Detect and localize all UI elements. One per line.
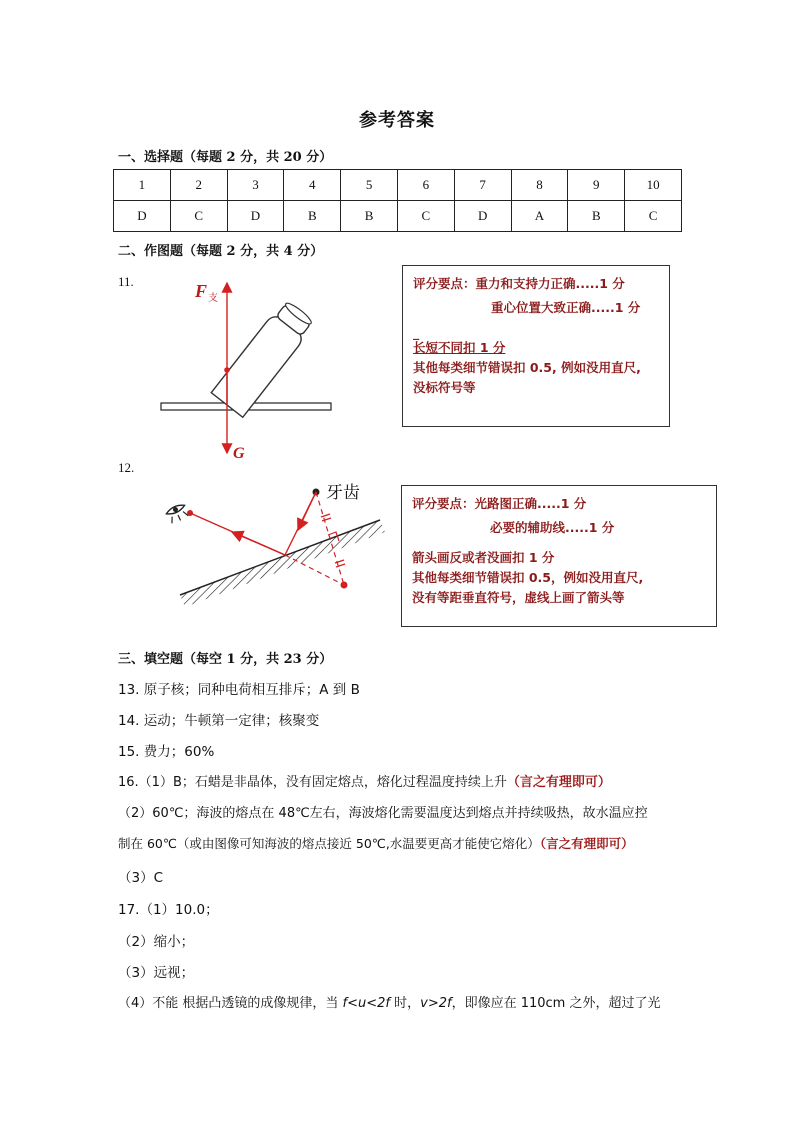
table-cell: B	[341, 201, 398, 232]
table-cell: 4	[284, 170, 341, 201]
table-cell: B	[568, 201, 625, 232]
scoring-line: 评分要点：光路图正确.....1 分	[412, 496, 587, 511]
image-point	[341, 582, 348, 589]
q12-diagram	[160, 475, 390, 615]
scoring-line: 其他每类细节错误扣 0.5，例如没用直尺,	[412, 570, 644, 585]
scoring-line: 箭头画反或者没画扣 1 分	[412, 550, 555, 565]
answer-16-3: （3）C	[118, 870, 164, 886]
answer-16-1	[118, 771, 611, 790]
answer-text: 制在 60℃（或由图像可知海波的熔点接近 50℃,水温要更高才能使它熔化）	[118, 836, 540, 851]
label-F-sub: 支	[208, 293, 218, 304]
formula: v>2f	[420, 996, 452, 1011]
answer-text: 时，	[390, 996, 421, 1011]
answer-note: （言之有理即可）	[539, 836, 634, 851]
q12-scoring-box	[401, 485, 717, 627]
q11-diagram	[155, 275, 375, 465]
label-tooth: 牙齿	[326, 483, 360, 503]
q11-scoring-box	[402, 265, 670, 427]
answer-14: 14. 运动；牛顿第一定律；核聚变	[118, 713, 320, 729]
table-cell: 2	[170, 170, 227, 201]
table-cell: C	[397, 201, 454, 232]
section-heading-choice: 一、选择题（每题 2 分，共 20 分）	[118, 150, 333, 165]
page-title: 参考答案	[359, 110, 435, 131]
scoring-line: 其他每类细节错误扣 0.5, 例如没用直尺,	[413, 360, 641, 375]
mirror-hatching	[180, 520, 385, 607]
table-cell: C	[170, 201, 227, 232]
answer-text: ，即像应在 110cm 之外，超过了光	[451, 996, 661, 1011]
mirror-surface	[180, 520, 380, 595]
table-cell: B	[284, 201, 341, 232]
formula: f<u<2f	[342, 996, 390, 1011]
answer-16-2-line1: （2）60℃；海波的熔点在 48℃左右，海波熔化需要温度达到熔点并持续吸热，故水温应控	[118, 806, 648, 821]
table-cell: 9	[568, 170, 625, 201]
table-cell: 3	[227, 170, 284, 201]
scoring-line: 重心位置大致正确.....1 分	[491, 300, 641, 315]
table-cell: 6	[397, 170, 454, 201]
question-number-11: 11.	[118, 274, 134, 289]
table-cell: 10	[625, 170, 682, 201]
answer-text: （4）不能 根据凸透镜的成像规律，当	[118, 996, 343, 1011]
eye-icon	[165, 503, 189, 525]
table-cell: 7	[454, 170, 511, 201]
table-cell: D	[454, 201, 511, 232]
answer-text: 16.（1）B；石蜡是非晶体，没有固定熔点，熔化过程温度持续上升	[118, 775, 507, 790]
answer-17-1: 17.（1）10.0；	[118, 902, 219, 918]
table-cell: 1	[114, 170, 171, 201]
scoring-line: 评分要点：重力和支持力正确.....1 分	[413, 276, 625, 291]
extension-dashed-line	[285, 555, 344, 585]
table-cell: A	[511, 201, 568, 232]
incident-ray-arrow	[298, 492, 316, 530]
reflected-ray-arrow	[232, 532, 285, 555]
answer-17-3: （3）远视；	[118, 965, 195, 981]
answer-13: 13. 原子核；同种电荷相互排斥；A 到 B	[118, 682, 360, 698]
table-row-answers	[114, 201, 682, 232]
table-cell: C	[625, 201, 682, 232]
table-cell: 8	[511, 170, 568, 201]
answer-table	[113, 169, 682, 232]
scoring-line: 必要的辅助线.....1 分	[490, 520, 615, 535]
equal-tick	[321, 514, 330, 517]
section-heading-fill: 三、填空题（每空 1 分，共 23 分）	[118, 652, 333, 667]
center-of-gravity-dot	[224, 367, 230, 373]
scoring-line: _	[413, 325, 420, 340]
table-cell: D	[114, 201, 171, 232]
question-number-12: 12.	[118, 460, 135, 475]
table-cell: 5	[341, 170, 398, 201]
scoring-line: 没标符号等	[413, 380, 476, 395]
scoring-line: 没有等距垂直符号，虚线上画了箭头等	[412, 590, 625, 605]
answer-note: （言之有理即可）	[506, 775, 611, 790]
answer-16-2-line2	[118, 834, 634, 852]
section-heading-drawing: 二、作图题（每题 2 分，共 4 分）	[118, 244, 324, 259]
table-row-numbers	[114, 170, 682, 201]
answer-17-2: （2）缩小；	[118, 934, 195, 950]
answer-15: 15. 费力；60%	[118, 744, 215, 760]
answer-17-4	[118, 992, 660, 1011]
label-G: G	[233, 445, 245, 462]
label-F: F	[195, 281, 208, 301]
scoring-line: 长短不同扣 1 分	[413, 340, 506, 355]
table-cell: D	[227, 201, 284, 232]
